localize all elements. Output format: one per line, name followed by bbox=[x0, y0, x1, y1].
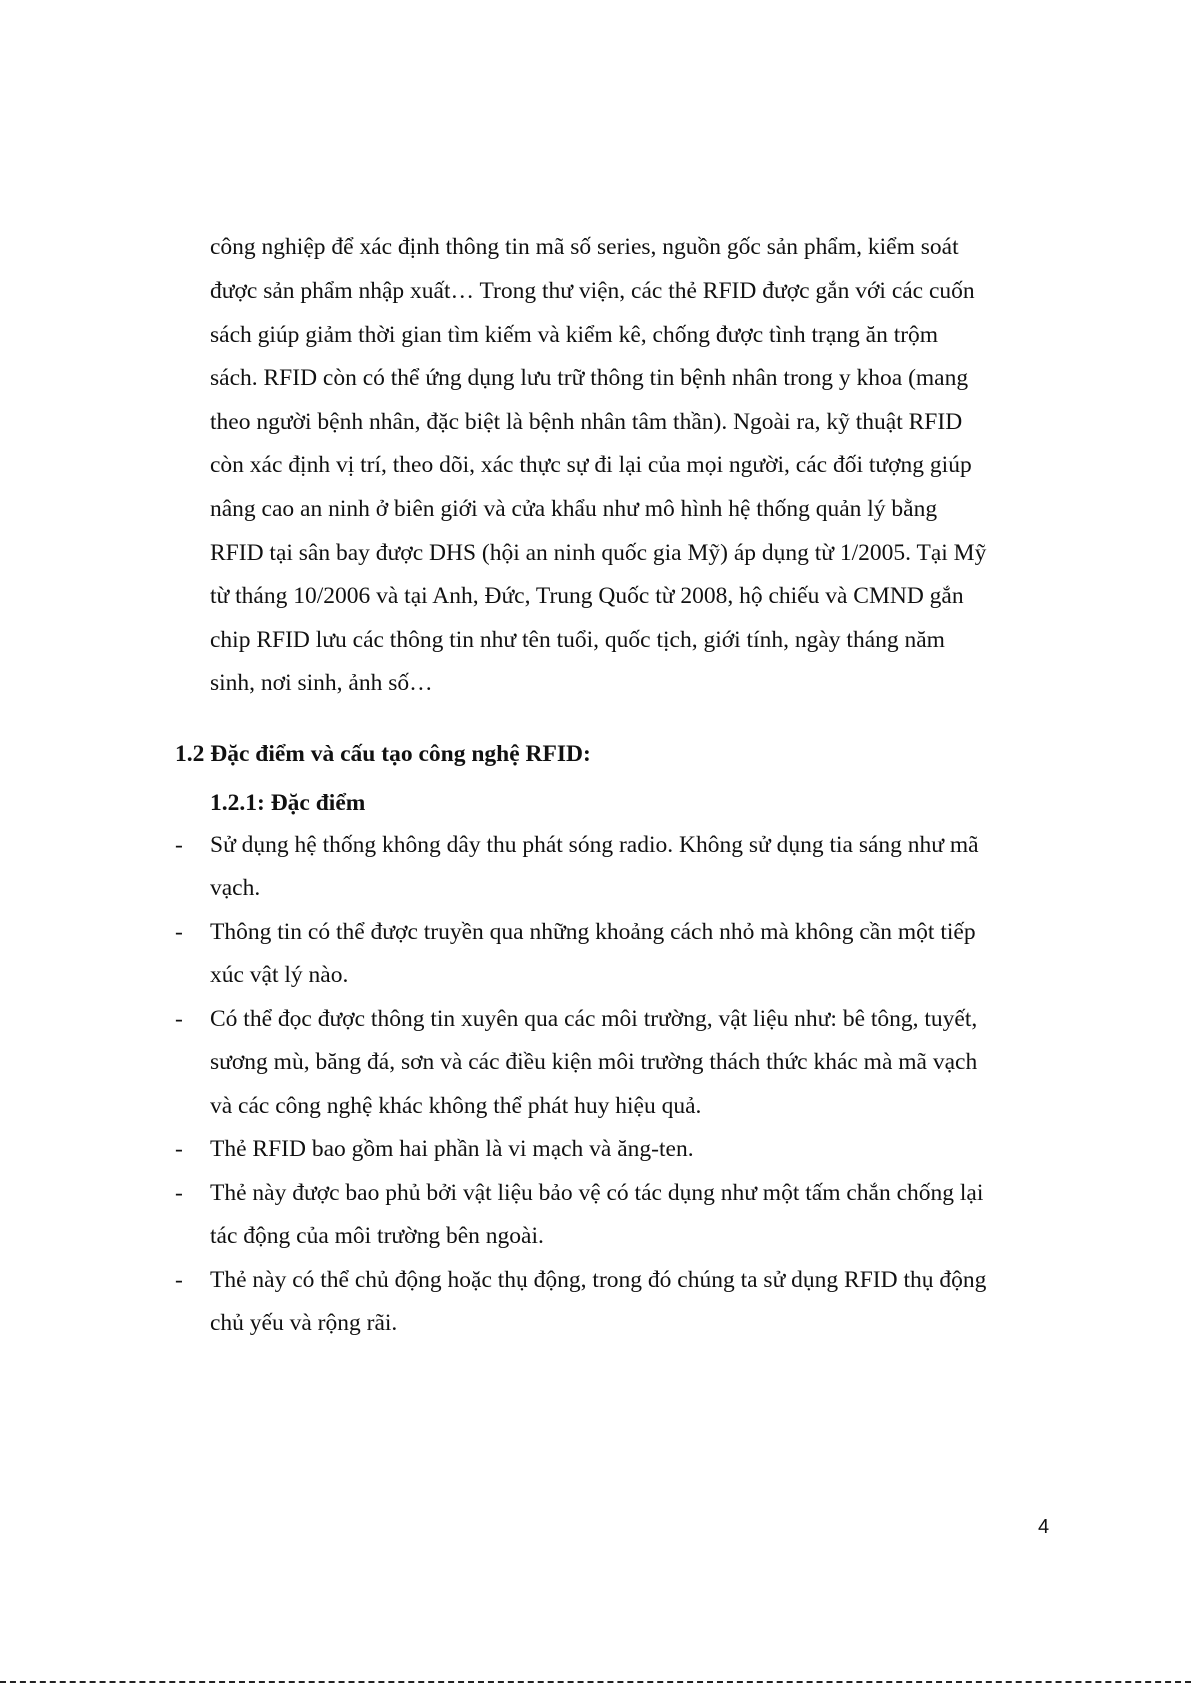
bullet-dash: - bbox=[175, 1006, 183, 1032]
paragraph-line: sinh, nơi sinh, ảnh số… bbox=[210, 670, 433, 696]
bullet-dash: - bbox=[175, 919, 183, 945]
page-number: 4 bbox=[1038, 1516, 1050, 1538]
bullet-text: vạch. bbox=[210, 875, 261, 901]
bullet-text: Thông tin có thể được truyền qua những khoảng cách nhỏ mà không cần một tiếp bbox=[210, 919, 976, 945]
bullet-text: tác động của môi trường bên ngoài. bbox=[210, 1223, 544, 1249]
bullet-text: Sử dụng hệ thống không dây thu phát sóng radio. Không sử dụng tia sáng như mã bbox=[210, 832, 979, 858]
bullet-dash: - bbox=[175, 1180, 183, 1206]
bullet-text: sương mù, băng đá, sơn và các điều kiện môi trường thách thức khác mà mã vạch bbox=[210, 1049, 978, 1075]
paragraph-line: được sản phẩm nhập xuất… Trong thư viện, các thẻ RFID được gắn với các cuốn bbox=[210, 278, 975, 304]
bullet-dash: - bbox=[175, 832, 183, 858]
paragraph-line: từ tháng 10/2006 và tại Anh, Đức, Trung Quốc từ 2008, hộ chiếu và CMND gắn bbox=[210, 583, 964, 609]
bullet-text: và các công nghệ khác không thể phát huy hiệu quả. bbox=[210, 1093, 702, 1119]
paragraph-line: theo người bệnh nhân, đặc biệt là bệnh nhân tâm thần). Ngoài ra, kỹ thuật RFID bbox=[210, 409, 963, 435]
bullet-text: Thẻ này được bao phủ bởi vật liệu bảo vệ có tác dụng như một tấm chắn chống lại bbox=[210, 1180, 984, 1206]
subsection-heading: 1.2.1: Đặc điểm bbox=[210, 790, 366, 816]
paragraph-line: RFID tại sân bay được DHS (hội an ninh quốc gia Mỹ) áp dụng từ 1/2005. Tại Mỹ bbox=[210, 540, 987, 566]
bullet-dash: - bbox=[175, 1267, 183, 1293]
section-heading: 1.2 Đặc điểm và cấu tạo công nghệ RFID: bbox=[175, 741, 591, 767]
bullet-text: Thẻ này có thể chủ động hoặc thụ động, trong đó chúng ta sử dụng RFID thụ động bbox=[210, 1267, 987, 1293]
bullet-dash: - bbox=[175, 1136, 183, 1162]
paragraph-line: sách. RFID còn có thể ứng dụng lưu trữ thông tin bệnh nhân trong y khoa (mang bbox=[210, 365, 969, 391]
bullet-text: Thẻ RFID bao gồm hai phần là vi mạch và ăng-ten. bbox=[210, 1136, 694, 1162]
paragraph-line: công nghiệp để xác định thông tin mã số series, nguồn gốc sản phẩm, kiểm soát bbox=[210, 234, 959, 260]
paragraph-line: chip RFID lưu các thông tin như tên tuổi, quốc tịch, giới tính, ngày tháng năm bbox=[210, 627, 945, 653]
paragraph-line: nâng cao an ninh ở biên giới và cửa khẩu như mô hình hệ thống quản lý bằng bbox=[210, 496, 938, 522]
paragraph-line: sách giúp giảm thời gian tìm kiếm và kiểm kê, chống được tình trạng ăn trộm bbox=[210, 322, 939, 348]
bullet-text: Có thể đọc được thông tin xuyên qua các môi trường, vật liệu như: bê tông, tuyết, bbox=[210, 1006, 978, 1032]
page-bottom-divider bbox=[0, 1681, 1191, 1683]
bullet-text: chủ yếu và rộng rãi. bbox=[210, 1310, 398, 1336]
paragraph-line: còn xác định vị trí, theo dõi, xác thực sự đi lại của mọi người, các đối tượng giúp bbox=[210, 452, 972, 478]
bullet-text: xúc vật lý nào. bbox=[210, 962, 349, 988]
